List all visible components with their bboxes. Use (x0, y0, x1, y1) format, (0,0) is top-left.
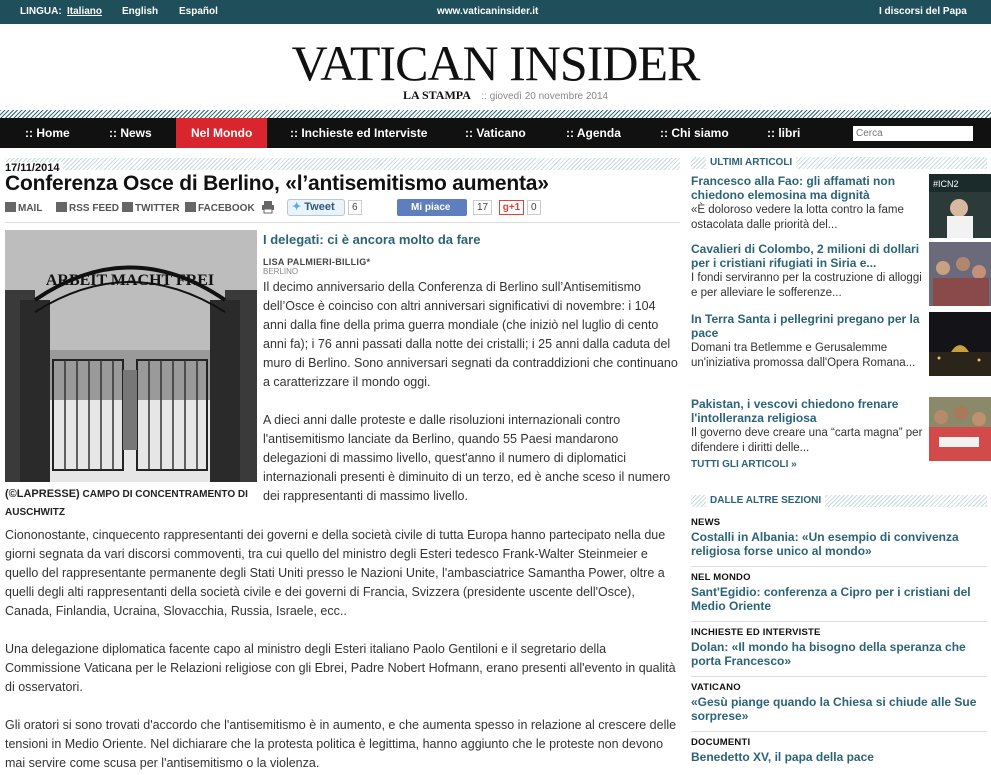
pope-fao-image (929, 174, 991, 238)
twitter-icon (122, 202, 133, 212)
article-author[interactable]: LISA PALMIERI-BILLIG* (263, 257, 371, 267)
all-articles-link[interactable]: TUTTI GLI ARTICOLI » (691, 459, 797, 470)
publisher-logo[interactable]: LA STAMPA (403, 88, 471, 102)
nav-item-libri[interactable]: :: libri (767, 126, 801, 140)
refugees-image (929, 242, 991, 306)
search-input[interactable] (853, 126, 973, 141)
article-column-text (263, 278, 680, 525)
paragraph: Una delegazione diplomatica facente capo al ministro degli Esteri italiano Paolo Gentiloni e il segretario della Commissione Vaticana per le Relazioni religiose con gli Ebrei, Padre Nobert Hofmann, erano presenti all'evento in qualità di osservatori. (5, 642, 676, 694)
tweet-button[interactable] (287, 199, 345, 216)
latest-articles-header (691, 157, 987, 169)
masthead-date: :: giovedì 20 novembre 2014 (481, 91, 609, 102)
article-photo (5, 230, 257, 482)
rss-share[interactable] (56, 202, 119, 214)
section-item-nel-mondo[interactable] (691, 572, 987, 613)
gplus-button[interactable]: g+1 (499, 200, 524, 215)
latest-article-item[interactable] (691, 312, 927, 371)
paragraph: Gli oratori si sono trovati d'accordo che l'antisemitismo è in aumento, e che aumenta spesso in relazione al crescere delle tensioni in Medio Oriente. Nel dichiarare che la protesta politica è legittima, hanno aggiunto che le proteste non devono mai servire come scusa per l'antisemitismo o la violenza. (5, 718, 677, 770)
divider (691, 676, 987, 677)
nav-item-vaticano[interactable]: :: Vaticano (465, 126, 526, 140)
divider (5, 222, 680, 223)
language-label: LINGUA: (20, 6, 62, 17)
divider (691, 621, 987, 622)
section-label[interactable]: NEL MONDO (691, 572, 751, 583)
like-count: 17 (473, 200, 492, 215)
rss-label: RSS FEED (69, 203, 120, 214)
pakistan-protest-image (929, 397, 991, 461)
latest-article-thumbnail[interactable] (929, 312, 991, 376)
site-url-link[interactable]: www.vaticaninsider.it (437, 6, 539, 17)
tweet-count: 6 (348, 200, 362, 215)
article-date-bar (5, 158, 680, 174)
section-article-title[interactable]: Dolan: «Il mondo ha bisogno della speranza che porta Francesco» (691, 640, 966, 668)
latest-article-title[interactable]: In Terra Santa i pellegrini pregano per la pace (691, 312, 920, 340)
nav-item-nel-mondo[interactable]: Nel Mondo (176, 118, 267, 148)
tweet-label: Tweet (304, 201, 335, 213)
section-label[interactable]: NEWS (691, 517, 721, 528)
twitter-share[interactable] (122, 202, 179, 214)
bird-icon: ✦ (292, 201, 302, 213)
latest-article-thumbnail[interactable] (929, 397, 991, 461)
latest-article-desc: «È doloroso vedere la lotta contro la fame ostacolata dalle priorità del... (691, 204, 904, 231)
nav-item-chi-siamo[interactable]: :: Chi siamo (660, 126, 729, 140)
like-label: Mi piace (411, 202, 451, 213)
latest-article-title[interactable]: Pakistan, i vescovi chiedono frenare l'intolleranza religiosa (691, 397, 899, 425)
facebook-icon (185, 202, 196, 212)
print-button[interactable] (261, 200, 275, 217)
like-button[interactable] (397, 199, 467, 216)
section-label[interactable]: VATICANO (691, 682, 741, 693)
latest-article-desc: Il governo deve creare una “carta magna” per difendere i diritti delle... (691, 427, 923, 454)
nav-item-agenda[interactable]: :: Agenda (566, 126, 621, 140)
section-item-inchieste[interactable] (691, 627, 987, 668)
section-item-vaticano[interactable] (691, 682, 987, 723)
article-body-text (5, 526, 683, 775)
photo-credit: (©LAPRESSE) (5, 488, 80, 500)
facebook-share[interactable] (185, 202, 255, 214)
section-article-title[interactable]: «Gesù piange quando la Chiesa si chiude alle Sue sorprese» (691, 695, 977, 723)
latest-article-item[interactable] (691, 174, 927, 233)
section-label[interactable]: DOCUMENTI (691, 737, 751, 748)
twitter-label: TWITTER (135, 203, 180, 214)
mail-share[interactable] (5, 202, 42, 214)
main-nav (0, 118, 991, 148)
section-item-news[interactable] (691, 517, 987, 558)
latest-article-title[interactable]: Francesco alla Fao: gli affamati non chiedono elemosina ma dignità (691, 174, 896, 202)
svg-text:#ICN2: #ICN2 (933, 179, 959, 189)
latest-article-thumbnail[interactable] (929, 174, 991, 238)
masthead (0, 24, 991, 112)
mail-label: MAIL (18, 203, 43, 214)
section-article-title[interactable]: Sant'Egidio: conferenza a Cipro per i cristiani del Medio Oriente (691, 585, 971, 613)
latest-article-title[interactable]: Cavalieri di Colombo, 2 milioni di dollari per i cristiani rifugiati in Siria e... (691, 242, 920, 270)
top-bar (0, 0, 991, 24)
nav-item-inchieste[interactable]: :: Inchieste ed Interviste (290, 126, 428, 140)
masthead-stripes (0, 110, 991, 118)
divider (691, 731, 987, 732)
article-subtitle: I delegati: ci è ancora molto da fare (263, 232, 481, 247)
paragraph: Il decimo anniversario della Conferenza di Berlino sull’Antisemitismo dell’Osce è coinciso con altri anniversari significativi di novembre: i 104 anni dalla fine della prima guerra mondiale (che iniziò nel luglio di cento anni fa); i 76 anni passati dalla notte dei cristalli; i 25 anni dalla caduta del muro di Berlino. Sono anniversari segnati da contraddizioni che continuano a caratterizzare il mondo oggi. (263, 280, 678, 389)
language-english-link[interactable]: English (122, 6, 159, 17)
gate-sign: ARBEIT MACHT FREI (45, 272, 215, 289)
photo-caption (5, 485, 257, 522)
gplus-count: 0 (527, 200, 541, 215)
section-article-title[interactable]: Benedetto XV, il papa della pace (691, 750, 874, 764)
latest-articles-title: ULTIMI ARTICOLI (706, 157, 796, 169)
latest-article-desc: I fondi serviranno per la costruzione di alloggi e per alleviare le sofferenze... (691, 272, 922, 299)
latest-article-thumbnail[interactable] (929, 242, 991, 306)
article-title: Conferenza Osce di Berlino, «l’antisemitismo aumenta» (5, 172, 549, 195)
share-bar (5, 199, 680, 219)
masthead-subline (403, 86, 608, 104)
other-sections-header (691, 495, 987, 507)
section-article-title[interactable]: Costalli in Albania: «Un esempio di convivenza religiosa forse unico al mondo» (691, 530, 959, 558)
language-italiano-link[interactable]: Italiano (67, 6, 103, 17)
mail-icon (5, 202, 16, 212)
print-icon (261, 200, 275, 214)
discorsi-papa-link[interactable]: I discorsi del Papa (879, 6, 967, 17)
divider (691, 566, 987, 567)
latest-article-item[interactable] (691, 242, 927, 301)
facebook-label: FACEBOOK (198, 203, 255, 214)
photo-caption-text: CAMPO DI CONCENTRAMENTO DI AUSCHWITZ (5, 489, 248, 518)
nav-item-home[interactable]: :: Home (25, 126, 70, 140)
article-date: 17/11/2014 (5, 162, 63, 174)
latest-article-item[interactable] (691, 397, 927, 456)
section-item-documenti[interactable] (691, 737, 987, 764)
paragraph: A dieci anni dalle proteste e dalle risoluzioni internazionali contro l'antisemitismo lanciate da Berlino, quando 55 Paesi mandarono delegazioni di massimo livello, quest'anno il numero di diplomatici internazionali presenti è diminuito di un terzo, ed è anche sceso il numero dei rappresentanti di massimo livello. (263, 413, 671, 503)
section-label[interactable]: INCHIESTE ED INTERVISTE (691, 627, 821, 638)
language-espanol-link[interactable]: Español (179, 6, 218, 17)
rss-icon (56, 202, 67, 212)
auschwitz-gate-image (5, 230, 257, 482)
jerusalem-night-image (929, 312, 991, 376)
site-logo[interactable]: VATICAN INSIDER (291, 35, 700, 91)
other-sections-title: DALLE ALTRE SEZIONI (706, 495, 825, 507)
nav-item-news[interactable]: :: News (109, 126, 152, 140)
article-place: BERLINO (263, 267, 299, 276)
latest-article-desc: Domani tra Betlemme e Gerusalemme un'iniziativa promossa dall'Opera Romana... (691, 342, 916, 369)
paragraph: Ciononostante, cinquecento rappresentanti dei governi e della società civile di tutta Europa hanno partecipato nella due giorni segnata da vari discorsi commoventi, tra cui quello del ministro degli Esteri tedesco Frank-Walter Steinmeier e quello del rappresentante permanente degli Stati Uniti presso le Nazioni Unite, l'ambasciatrice Samantha Power, oltre a quelli degli alti rappresentanti della società civile e dei governi di Francia, Svizzera (presidente uscente dell'Osce), Canada, Finlandia, Ucraina, Slovacchia, Russia, Israele, ecc.. (5, 528, 666, 618)
